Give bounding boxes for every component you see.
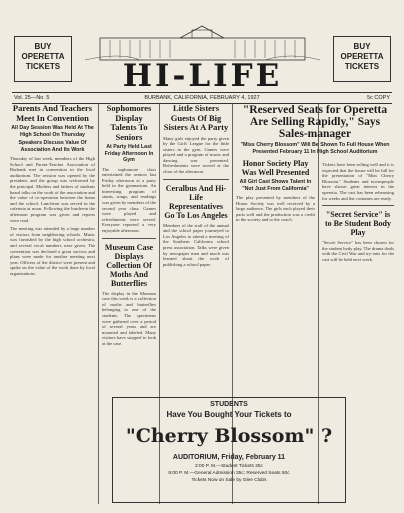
divider [322, 205, 394, 206]
article-body: Thursday of last week, members of the High School and Parent-Teacher Association of Burbank met in convention in the local auditorium. The session was opened by the president, and the group was welcomed by the principal. Mothers and fathers of students heard talks on the work of the association and the value of co-operation between the home and the school. Luncheon was served in the cafeteria at noon. Following the luncheon the afternoon program was given and reports were read. [10, 156, 95, 223]
ear-buy-operetta-right: BUY OPERETTA TICKETS [333, 36, 391, 82]
column-2 [102, 104, 156, 347]
ear-buy-operetta-left: BUY OPERETTA TICKETS [14, 36, 72, 82]
subhead-all-girl-cast: All Girl Cast Shows Talent In "Not Just From California" [239, 179, 312, 192]
place-date: BURBANK, CALIFORNIA, FEBRUARY 4, 1927 [144, 95, 260, 101]
divider [102, 238, 156, 239]
column-rule [98, 104, 99, 504]
headline-parents-teachers: Parents And Teachers Meet In Convention [12, 103, 93, 123]
headline-museum-case: Museum Case Displays Collection Of Moths And Butterflies [104, 242, 154, 288]
article-body: The play presented by members of the Honor Society was well received by a large audience. The girls each played their parts well and the production was a credit to the society and to the coach. [236, 195, 315, 223]
article-body: The display in the Museum case this week is a collection of moths and butterflies belonging to one of the students. The specimens were gathered over a period of several years and are mounted and labeled. Many visitors have stopped to look at the case. [102, 290, 156, 346]
ad-question: Have You Bought Your Tickets to [166, 410, 292, 419]
ad-evening: 8:00 P. M.—General Admission 35c; Reserved Seats 50c [168, 471, 290, 476]
headline-reserved-seats: "Reserved Seats for Operetta Are Selling Rapidly," Says Sales-manager [242, 104, 388, 140]
masthead-title: HI-LIFE [122, 58, 283, 94]
article-body: Many girls enjoyed the party given by the Girls' League for the little sisters in the gym. Games were played and a program of music and dancing was presented. Refreshments were served at the close of the afternoon. [163, 135, 229, 175]
column-4 [236, 104, 394, 435]
honor-society-article [236, 159, 315, 223]
ad-cherry-blossom: "Cherry Blossom" ? [125, 425, 333, 447]
headline-little-sisters: Little Sisters Guests Of Big Sisters At A Party [163, 103, 229, 132]
subhead-cherry-blossom: "Miss Cherry Blossom" Will Be Shown To Full House When Presented February 11 In High School Auditorium [240, 142, 390, 155]
ad-tickets-sale: Tickets Now on Sale by Glee Clubs [191, 478, 267, 483]
volume-number: Vol. 25—No. 5 [14, 95, 50, 101]
article-body: Members of the staff of the annual and the school paper journeyed to Los Angeles to attend a meeting of the Southern California school press association. Talks were given by newspaper men and much was learned about the work of publishing a school paper. [163, 222, 229, 267]
ad-students: STUDENTS [210, 401, 248, 408]
headline-secret-service: "Secret Service" is to Be Student Body Play [324, 210, 391, 238]
operetta-article-continued [322, 159, 394, 263]
subhead-speakers: Speakers Discuss Value Of Association And Its Work [18, 140, 87, 153]
headline-sophomores: Sophomores Display Talents To Seniors [106, 103, 152, 142]
subhead-all-day-session: All Day Session Was Held At The High School On Thursday [11, 125, 94, 138]
headline-ceralbus-hilife: Ceralbus And Hi-Life Representatives Go To Los Angeles [164, 183, 228, 220]
headline-honor-society: Honor Society Play Was Well Presented [241, 159, 310, 177]
subhead-party-gym: At Party Held Last Friday Afternoon In Gym [104, 144, 154, 163]
article-body: The sophomore class entertained the seniors last Friday afternoon at a party held in the gymnasium. An interesting program of stunts, songs, and readings was given by members of the second year class. Games were played and refreshments were served. Everyone reported a very enjoyable afternoon. [102, 166, 156, 234]
column-3 [163, 104, 229, 267]
operetta-ticket-ad [112, 397, 346, 503]
school-building-illustration [80, 22, 325, 62]
ad-matinee: 2:00 P. M.—Student Tickets 25c [195, 464, 263, 469]
article-body: "Secret Service" has been chosen for the student body play. The drama deals with the Civil War and try-outs for the cast will be held next week. [322, 240, 394, 262]
divider [163, 179, 229, 180]
article-body: Tickets have been selling well and it is expected that the house will be full for the presentation of "Miss Cherry Blossom." Students and townspeople have shown great interest in the operetta. The cast has been rehearsing for weeks and the costumes are ready. [322, 162, 394, 201]
column-1 [10, 104, 95, 276]
ad-auditorium-date: AUDITORIUM, Friday, February 11 [172, 454, 286, 461]
price: 5c COPY [367, 95, 390, 101]
article-body: The meeting was attended by a large number of visitors from neighboring schools. Music was furnished by the high school orchestra, and several vocal numbers were given. The convention was declared a great success and plans were made for another meeting next year. Officers of the district were present and spoke on the value of the work done by local organizations. [10, 226, 95, 276]
